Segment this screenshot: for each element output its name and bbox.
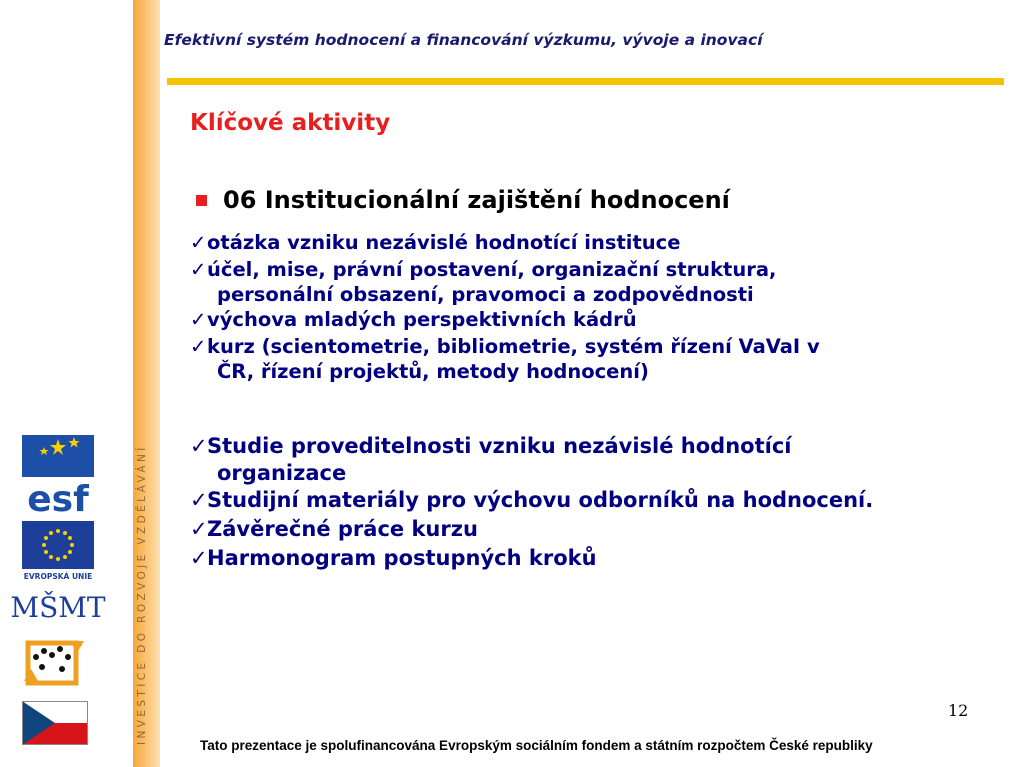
checkmark-icon: ✓ xyxy=(190,546,208,570)
list-item xyxy=(190,256,970,306)
list-item xyxy=(190,544,990,573)
header-rule xyxy=(167,78,1004,85)
op-vk-logo-icon xyxy=(22,633,94,695)
section-title: Klíčové aktivity xyxy=(190,110,391,136)
checkmark-icon: ✓ xyxy=(190,258,207,281)
items-list-a xyxy=(190,229,970,383)
list-item xyxy=(190,432,990,486)
checkmark-icon: ✓ xyxy=(190,434,208,458)
checkmark-icon: ✓ xyxy=(190,231,207,254)
list-item-text: účel, mise, právní postavení, organizační struktura, xyxy=(207,258,777,281)
slide-number: 12 xyxy=(948,701,969,720)
esf-logo-icon xyxy=(22,435,94,520)
activity-heading-text: 06 Institucionální zajištění hodnocení xyxy=(223,186,730,214)
header-title: Efektivní systém hodnocení a financování výzkumu, vývoje a inovací xyxy=(164,31,763,49)
list-item xyxy=(190,333,970,383)
checkmark-icon: ✓ xyxy=(190,308,207,331)
czech-flag-icon xyxy=(22,701,88,745)
esf-logo-text: esf xyxy=(27,479,89,520)
list-item-text: Harmonogram postupných kroků xyxy=(207,546,597,570)
side-vertical-text: INVESTICE DO ROZVOJE VZDĚLÁVÁNÍ xyxy=(136,444,148,745)
list-item xyxy=(190,306,970,333)
eu-flag-icon xyxy=(22,521,94,581)
checkmark-icon: ✓ xyxy=(190,517,208,541)
list-item-continuation: organizace xyxy=(217,461,347,485)
checkmark-icon: ✓ xyxy=(190,488,208,512)
list-item-continuation: ČR, řízení projektů, metody hodnocení) xyxy=(217,360,649,383)
list-item-text: Studie proveditelnosti vzniku nezávislé hodnotící xyxy=(207,434,792,458)
checkmark-icon: ✓ xyxy=(190,335,207,358)
red-square-bullet-icon xyxy=(196,195,207,206)
list-item xyxy=(190,229,970,256)
list-item-text: kurz (scientometrie, bibliometrie, systém řízení VaVaI v xyxy=(207,335,820,358)
items-list-b xyxy=(190,432,990,573)
msmt-logo-text: MŠMT xyxy=(10,591,106,624)
list-item-text: Studijní materiály pro výchovu odborníků na hodnocení. xyxy=(207,488,874,512)
list-item-text: otázka vzniku nezávislé hodnotící instituce xyxy=(207,231,681,254)
msmt-logo-icon xyxy=(10,585,106,627)
list-item xyxy=(190,486,990,515)
list-item xyxy=(190,515,990,544)
eu-caption-text: EVROPSKÁ UNIE xyxy=(23,572,93,581)
list-item-continuation: personální obsazení, pravomoci a zodpovědnosti xyxy=(217,283,754,306)
footer-text: Tato prezentace je spolufinancována Evropským sociálním fondem a státním rozpočtem České republiky xyxy=(200,738,873,753)
activity-heading xyxy=(196,186,730,214)
list-item-text: výchova mladých perspektivních kádrů xyxy=(207,308,637,331)
list-item-text: Závěrečné práce kurzu xyxy=(207,517,478,541)
